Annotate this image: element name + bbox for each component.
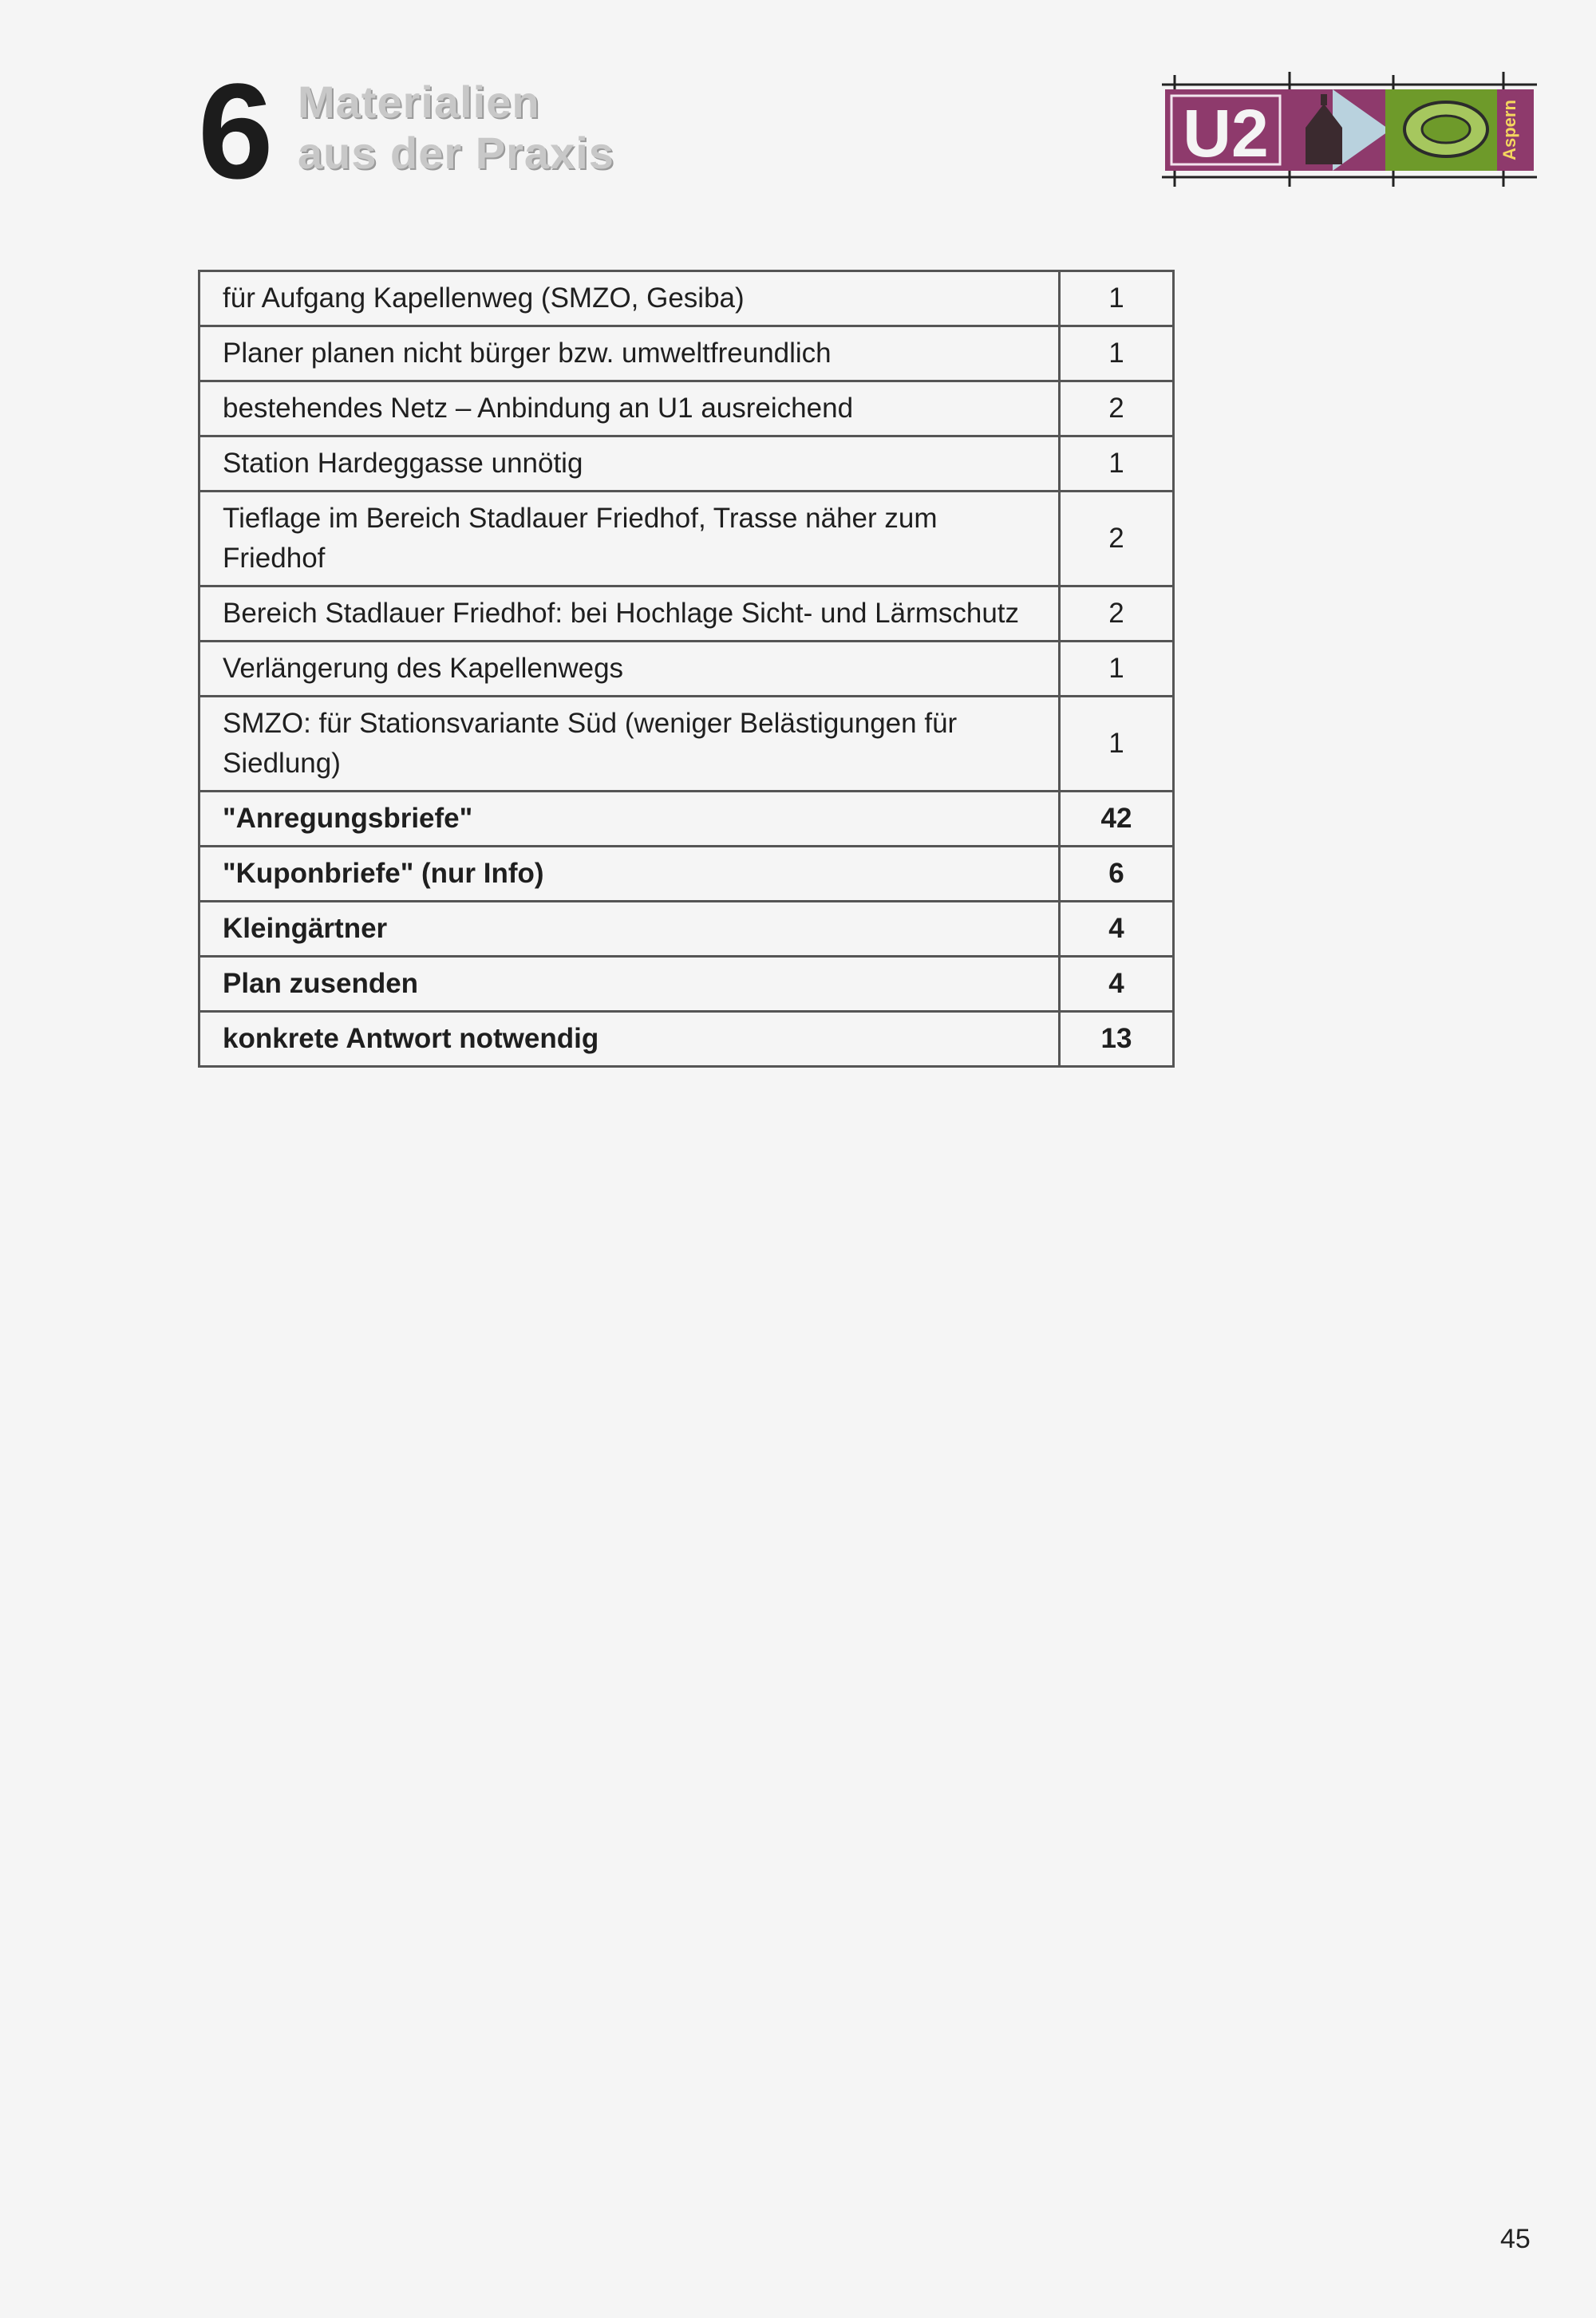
- row-count: 1: [1060, 697, 1174, 792]
- row-label: konkrete Antwort notwendig: [200, 1012, 1060, 1067]
- row-count: 1: [1060, 642, 1174, 697]
- row-count: 13: [1060, 1012, 1174, 1067]
- statistics-table: [198, 270, 1175, 1068]
- row-label: Bereich Stadlauer Friedhof: bei Hochlage Sicht- und Lärmschutz: [200, 586, 1060, 642]
- chapter-title-line-2: aus der Praxis: [298, 128, 614, 178]
- table-row: [200, 381, 1174, 436]
- row-count: 4: [1060, 957, 1174, 1012]
- row-count: 42: [1060, 792, 1174, 847]
- page-number: 45: [1500, 2224, 1531, 2254]
- table-row: [200, 957, 1174, 1012]
- row-count: 2: [1060, 586, 1174, 642]
- table-row: [200, 792, 1174, 847]
- table-row: [200, 586, 1174, 642]
- chapter-title-line-1: Materialien: [298, 77, 540, 127]
- row-count: 2: [1060, 381, 1174, 436]
- row-label: Tieflage im Bereich Stadlauer Friedhof, Trasse näher zum Friedhof: [200, 492, 1060, 586]
- row-count: 2: [1060, 492, 1174, 586]
- row-count: 1: [1060, 271, 1174, 326]
- u2-aspern-logo: [1162, 72, 1537, 187]
- row-label: SMZO: für Stationsvariante Süd (weniger Belästigungen für Siedlung): [200, 697, 1060, 792]
- row-count: 1: [1060, 436, 1174, 492]
- table-row: [200, 642, 1174, 697]
- logo-line-label: U2: [1183, 96, 1269, 171]
- table-row: [200, 697, 1174, 792]
- row-label: Plan zusenden: [200, 957, 1060, 1012]
- table-row: [200, 847, 1174, 902]
- row-label: "Kuponbriefe" (nur Info): [200, 847, 1060, 902]
- row-label: für Aufgang Kapellenweg (SMZO, Gesiba): [200, 271, 1060, 326]
- table-row: [200, 271, 1174, 326]
- table-row: [200, 1012, 1174, 1067]
- table-row: [200, 436, 1174, 492]
- logo-station-label: Aspern: [1499, 100, 1519, 160]
- table-row: [200, 492, 1174, 586]
- chapter-title: [298, 77, 614, 179]
- row-label: bestehendes Netz – Anbindung an U1 ausreichend: [200, 381, 1060, 436]
- row-count: 1: [1060, 326, 1174, 381]
- table-row: [200, 902, 1174, 957]
- table-row: [200, 326, 1174, 381]
- row-count: 4: [1060, 902, 1174, 957]
- row-count: 6: [1060, 847, 1174, 902]
- row-label: Verlängerung des Kapellenwegs: [200, 642, 1060, 697]
- row-label: Kleingärtner: [200, 902, 1060, 957]
- row-label: "Anregungsbriefe": [200, 792, 1060, 847]
- row-label: Station Hardeggasse unnötig: [200, 436, 1060, 492]
- chapter-number: 6: [198, 56, 274, 207]
- row-label: Planer planen nicht bürger bzw. umweltfreundlich: [200, 326, 1060, 381]
- chapter-header: [198, 56, 757, 207]
